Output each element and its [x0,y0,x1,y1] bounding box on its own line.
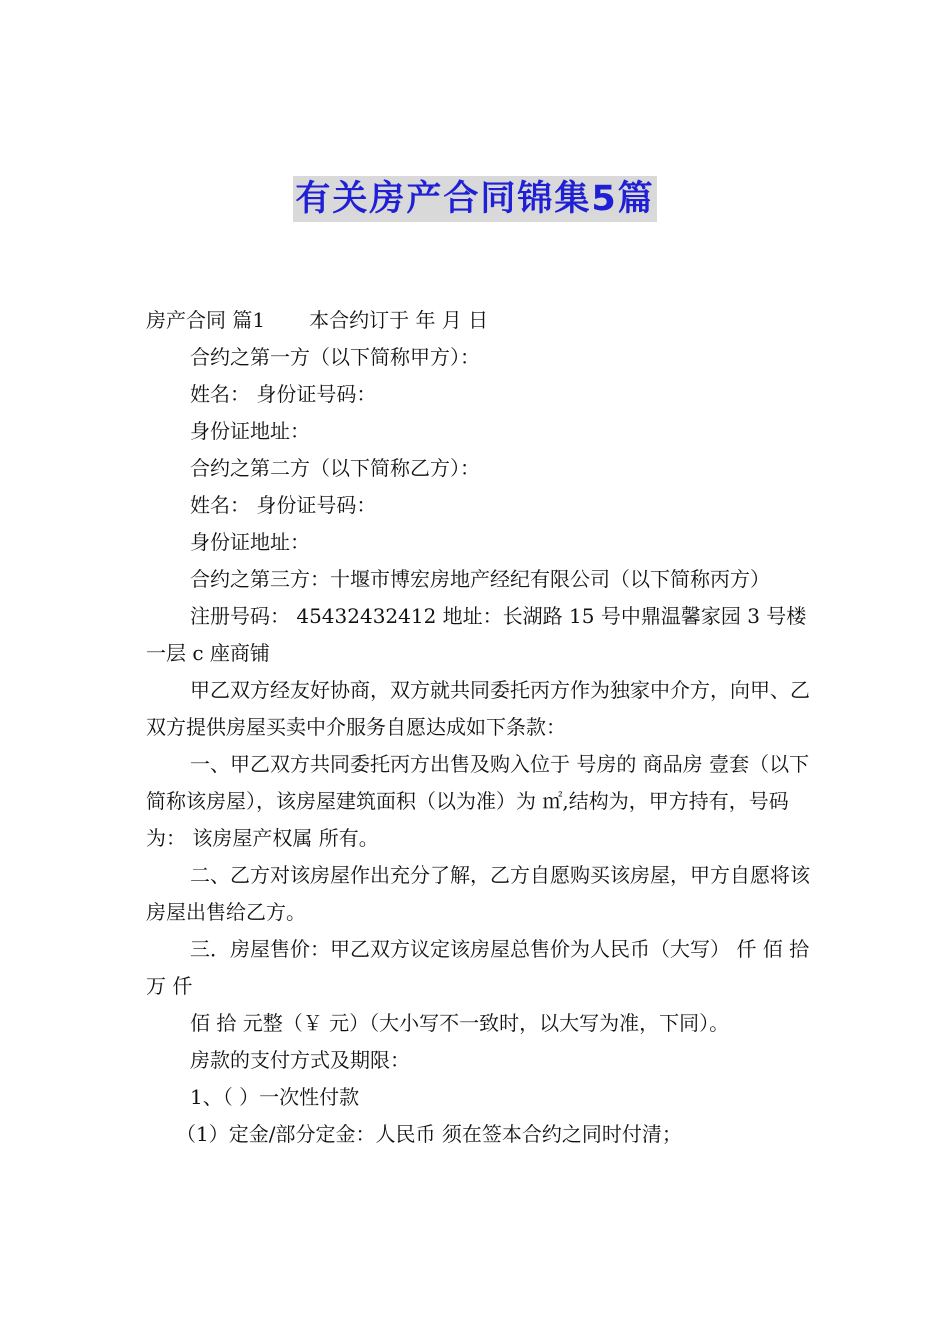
party-a-name-id: 姓名： 身份证号码： [190,382,377,406]
payment-deposit: （1）定金/部分定金：人民币 须在签本合约之同时付清； [176,1122,682,1146]
payment-option-1: 1、（ ）一次性付款 [190,1085,360,1109]
clause-1: 一、甲乙双方共同委托丙方出售及购入位于 号房的 商品房 壹套（以下简称该房屋），该房屋建筑面积（以为准）为 ㎡,结构为，甲方持有，号码为： 该房屋产权属 所有。 [146,752,810,850]
party-c-intro: 合约之第三方：十堰市博宏房地产经纪有限公司（以下简称丙方） [190,567,770,591]
party-c-registration: 注册号码： 45432432412 地址：长湖路 15 号中鼎温馨家园 3 号楼一层 c 座商铺 [146,604,807,665]
heading-line [146,302,826,339]
clause-3: 三．房屋售价：甲乙双方议定该房屋总售价为人民币（大写） 仟 佰 拾 万 仟 [146,937,810,998]
document-body [146,302,826,1153]
party-b-address: 身份证地址： [190,530,310,554]
section-label: 房产合同 篇1 [146,308,266,332]
payment-heading: 房款的支付方式及期限： [190,1048,410,1072]
clause-3-continued: 佰 拾 元整（￥ 元）（大小写不一致时，以大写为准，下同）。 [190,1011,730,1035]
title-container [0,176,950,222]
party-b-intro: 合约之第二方（以下简称乙方）： [190,456,480,480]
party-b-name-id: 姓名： 身份证号码： [190,493,377,517]
date-line: 本合约订于 年 月 日 [309,308,489,332]
clause-2: 二、乙方对该房屋作出充分了解，乙方自愿购买该房屋，甲方自愿将该房屋出售给乙方。 [146,863,810,924]
document-title: 有关房产合同锦集5篇 [293,176,656,222]
party-a-address: 身份证地址： [190,419,310,443]
party-a-intro: 合约之第一方（以下简称甲方）： [190,345,480,369]
agreement-preamble: 甲乙双方经友好协商，双方就共同委托丙方作为独家中介方，向甲、乙双方提供房屋买卖中介服务自愿达成如下条款： [146,678,810,739]
